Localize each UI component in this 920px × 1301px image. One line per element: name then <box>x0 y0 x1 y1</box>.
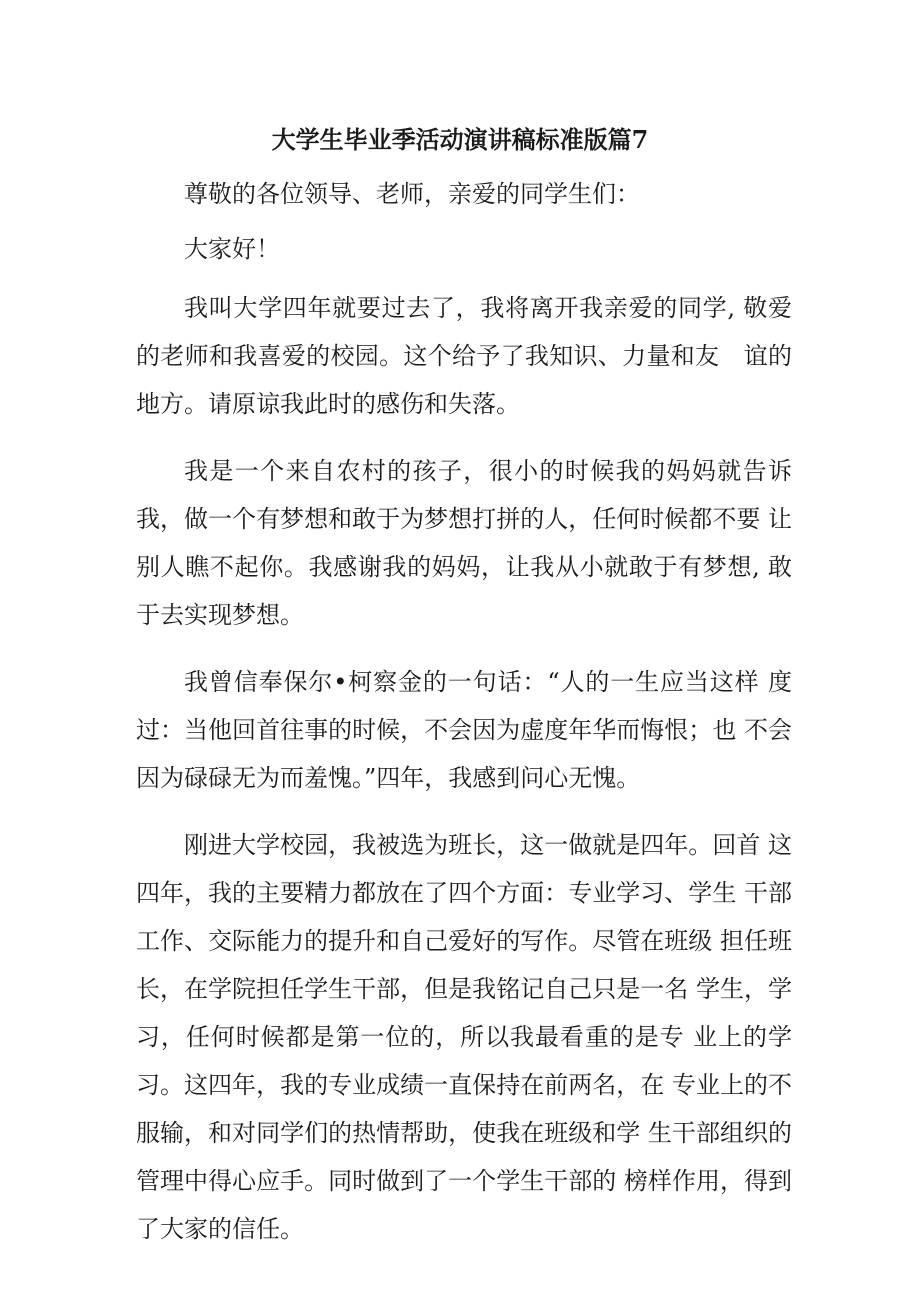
paragraph-salutation: 尊敬的各位领导、老师，亲爱的同学生们： <box>184 180 640 208</box>
paragraph-quote: 我曾信奉保尔•柯察金的一句话：“人的一生应当这样 度过：当他回首往事的时候，不会因为虚度年华而悔恨；也 不会因为碌碌无为而羞愧。”四年，我感到问心无愧。 <box>136 668 792 792</box>
paragraph-class-monitor: 刚进大学校园，我被选为班长，这一做就是四年。回首 这四年，我的主要精力都放在了四个方面：专业学习、学生 干部工作、交际能力的提升和自己爱好的写作。尽管在班级 担任班长，在学院担任学生干部，但是我铭记自己只是一名 学生，学习，任何时候都是第一位的，所以我最看重的是专 业上的学习。这四年，我的专业成绩一直保持在前两名，在 专业上的不服输，和对同学们的热情帮助，使我在班级和学 生干部组织的管理中得心应手。同时做到了一个学生干部的 榜样作用，得到了大家的信任。 <box>136 831 792 1243</box>
paragraph-mother: 我是一个来自农村的孩子，很小的时候我的妈妈就告诉 我，做一个有梦想和敢于为梦想打拼的人，任何时候都不要 让别人瞧不起你。我感谢我的妈妈，让我从小就敢于有梦想, 敢于去实现梦想。 <box>136 457 816 629</box>
paragraph-greeting: 大家好！ <box>184 235 280 263</box>
paragraph-farewell: 我叫大学四年就要过去了，我将离开我亲爱的同学, 敬爱的老师和我喜爱的校园。这个给予了我知识、力量和友 谊的地方。请原谅我此时的感伤和失落。 <box>136 294 792 418</box>
document-title: 大学生毕业季活动演讲稿标准版篇7 <box>271 125 649 154</box>
document-body <box>136 170 816 1272</box>
